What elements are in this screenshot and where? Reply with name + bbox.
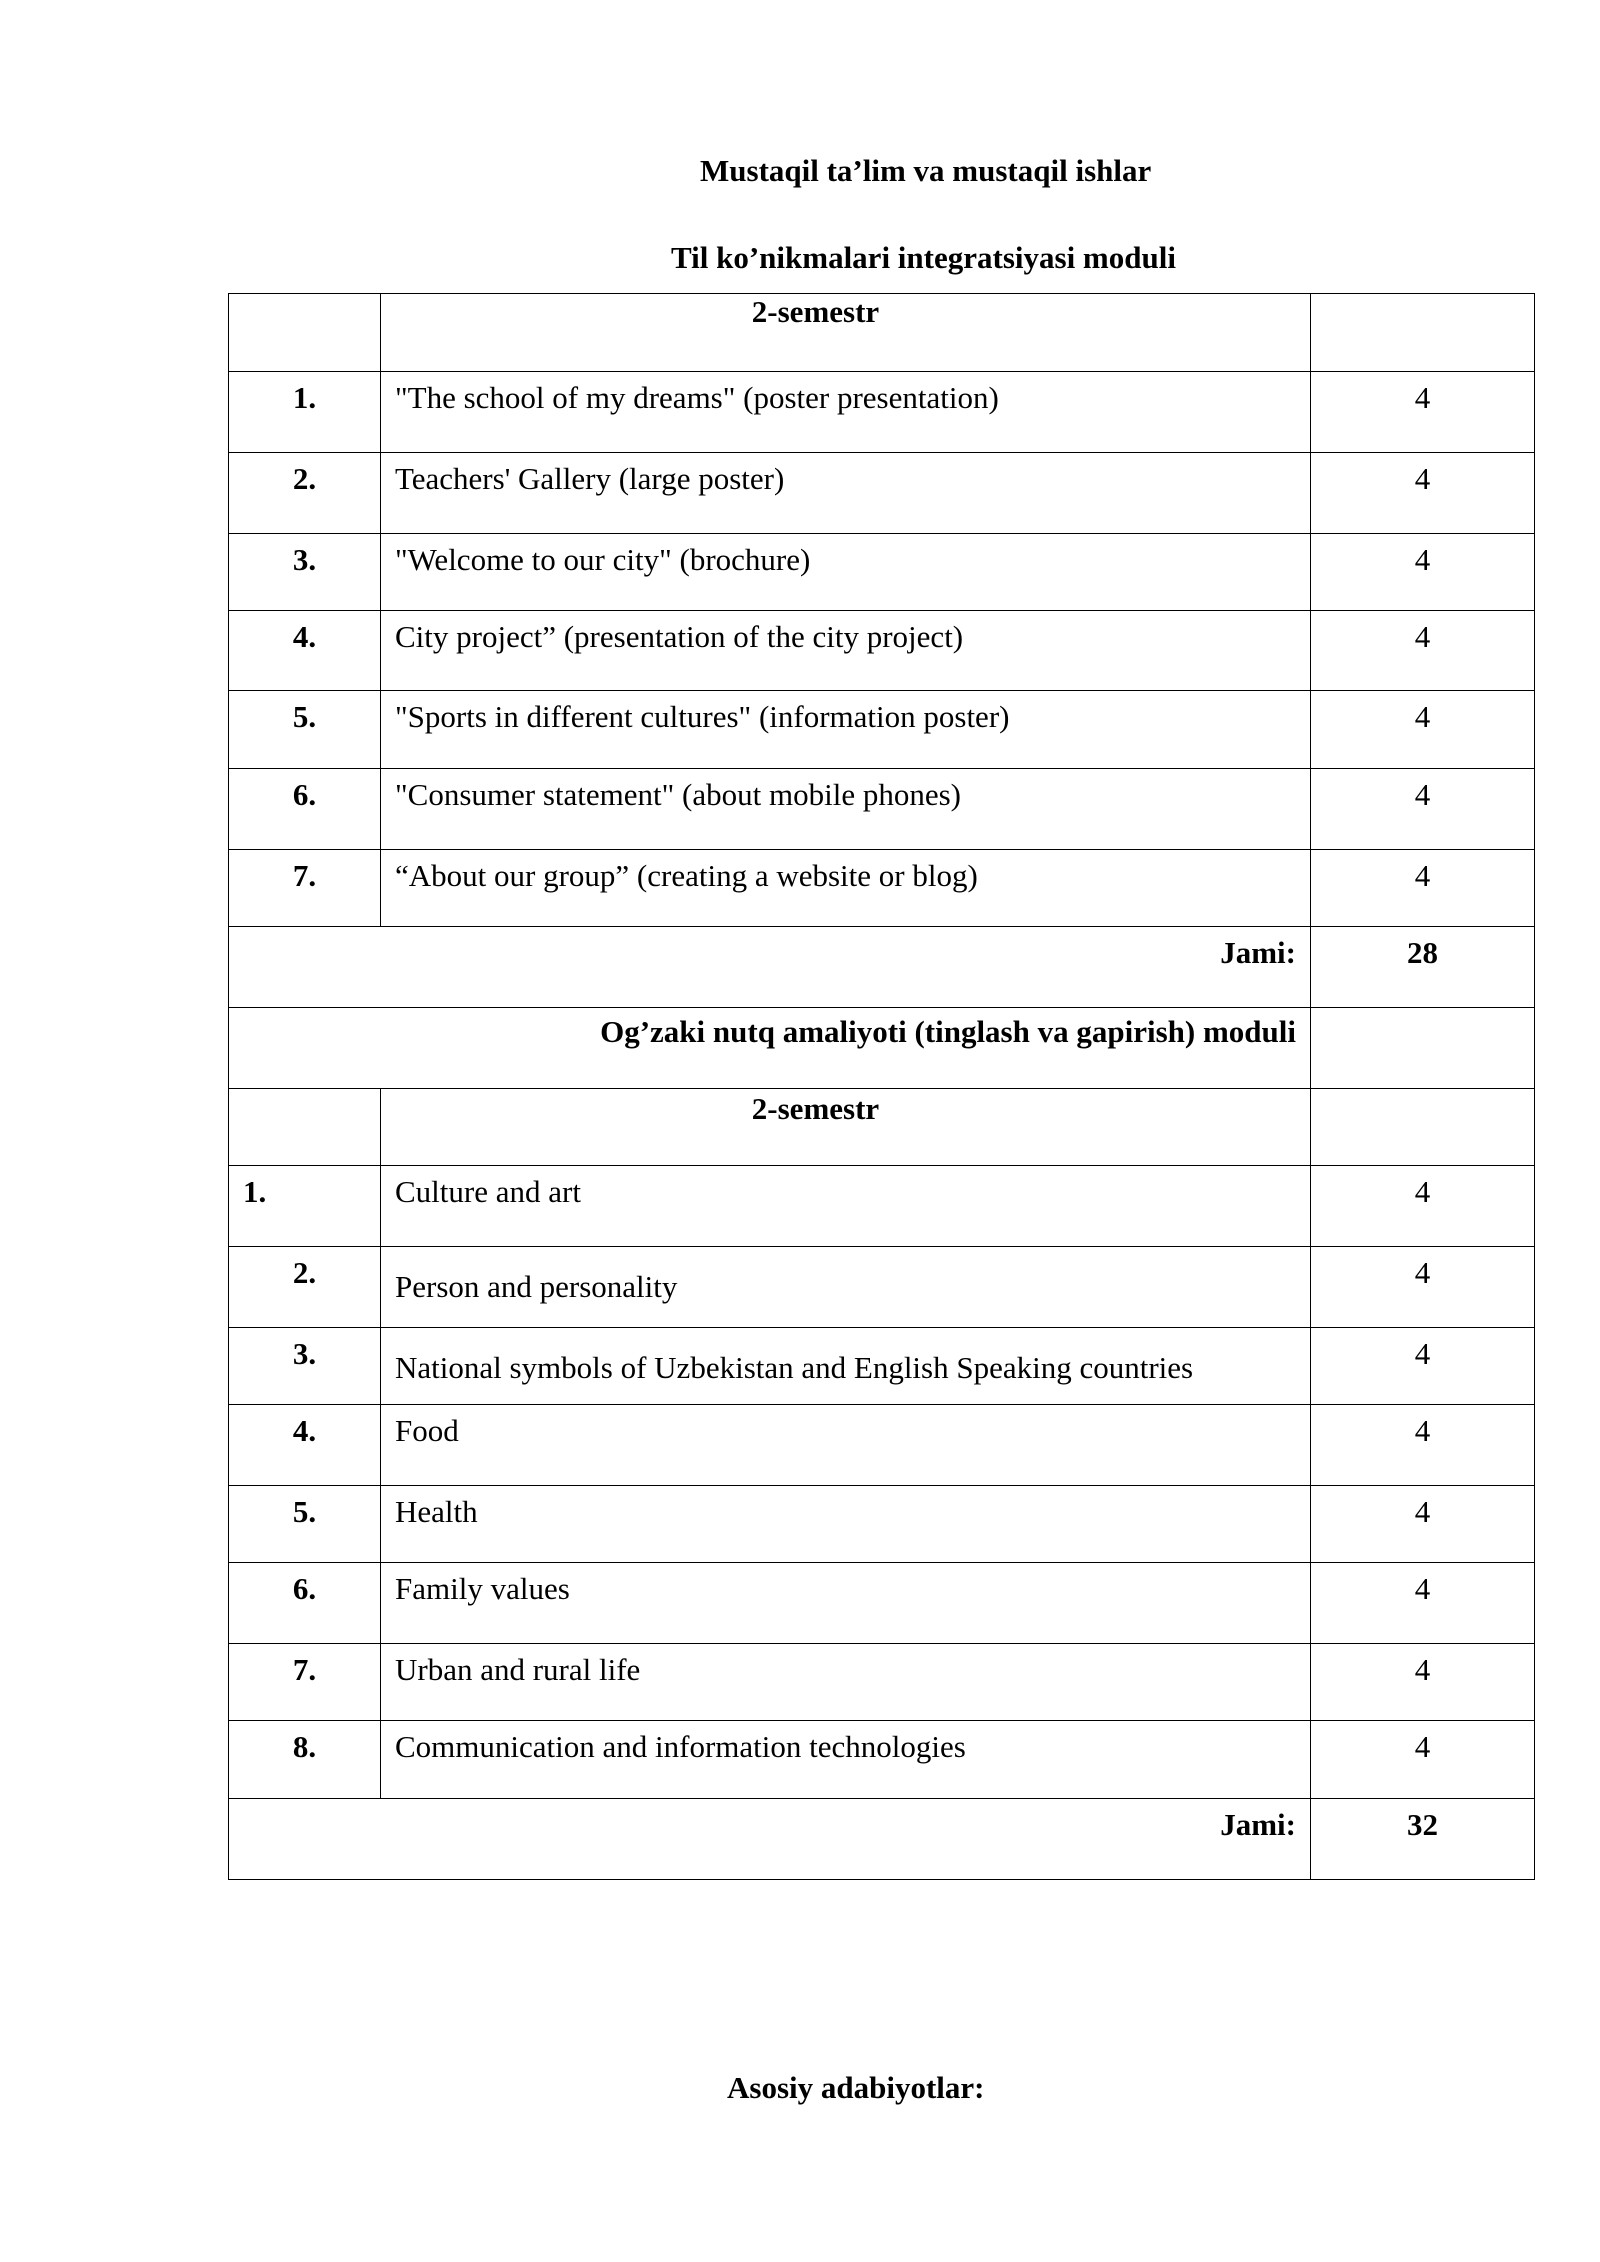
row-topic: Urban and rural life <box>381 1644 1311 1721</box>
row-number: 7. <box>229 850 381 927</box>
row-hours: 4 <box>1311 372 1535 453</box>
table-row <box>229 1644 1535 1721</box>
row-topic: Health <box>381 1486 1311 1563</box>
row-hours: 4 <box>1311 769 1535 850</box>
row-hours: 4 <box>1311 1563 1535 1644</box>
row-hours: 4 <box>1311 1405 1535 1486</box>
row-number: 6. <box>229 769 381 850</box>
table-row <box>229 1721 1535 1799</box>
table-row <box>229 1247 1535 1328</box>
row-topic: City project” (presentation of the city project) <box>381 611 1311 691</box>
total-row <box>229 927 1535 1008</box>
total-label: Jami: <box>229 1799 1311 1880</box>
row-number: 5. <box>229 691 381 769</box>
row-number: 7. <box>229 1644 381 1721</box>
row-number: 8. <box>229 1721 381 1799</box>
total-row <box>229 1799 1535 1880</box>
row-topic: National symbols of Uzbekistan and English Speaking countries <box>381 1328 1311 1405</box>
table-row <box>229 691 1535 769</box>
row-topic: “About our group” (creating a website or blog) <box>381 850 1311 927</box>
row-number: 2. <box>229 1247 381 1328</box>
row-hours: 4 <box>1311 1721 1535 1799</box>
table-row <box>229 769 1535 850</box>
row-number: 4. <box>229 1405 381 1486</box>
row-number: 4. <box>229 611 381 691</box>
semester-row <box>229 1089 1535 1166</box>
row-number: 3. <box>229 534 381 611</box>
table-row <box>229 453 1535 534</box>
module-title-1: Til ko’nikmalari integratsiyasi moduli <box>671 240 1176 275</box>
row-number: 5. <box>229 1486 381 1563</box>
row-hours: 4 <box>1311 534 1535 611</box>
total-value: 28 <box>1311 927 1535 1008</box>
semester-label: 2-semestr <box>381 294 1311 372</box>
total-label: Jami: <box>229 927 1311 1008</box>
empty-cell <box>229 1089 381 1166</box>
row-topic: "The school of my dreams" (poster presentation) <box>381 372 1311 453</box>
module-title-2: Og’zaki nutq amaliyoti (tinglash va gapirish) moduli <box>229 1008 1311 1089</box>
empty-cell <box>1311 1008 1535 1089</box>
literature-heading: Asosiy adabiyotlar: <box>727 2070 985 2105</box>
module-row <box>229 1008 1535 1089</box>
table-row <box>229 534 1535 611</box>
row-number: 1. <box>229 1166 381 1247</box>
row-topic: Person and personality <box>381 1247 1311 1328</box>
row-hours: 4 <box>1311 1328 1535 1405</box>
row-hours: 4 <box>1311 1247 1535 1328</box>
total-value: 32 <box>1311 1799 1535 1880</box>
row-hours: 4 <box>1311 1486 1535 1563</box>
row-number: 3. <box>229 1328 381 1405</box>
row-hours: 4 <box>1311 1166 1535 1247</box>
table-row <box>229 850 1535 927</box>
table-row <box>229 1405 1535 1486</box>
row-hours: 4 <box>1311 453 1535 534</box>
row-hours: 4 <box>1311 850 1535 927</box>
row-topic: "Consumer statement" (about mobile phones) <box>381 769 1311 850</box>
row-number: 6. <box>229 1563 381 1644</box>
row-topic: Food <box>381 1405 1311 1486</box>
row-hours: 4 <box>1311 1644 1535 1721</box>
table-row <box>229 372 1535 453</box>
row-topic: Culture and art <box>381 1166 1311 1247</box>
empty-cell <box>1311 1089 1535 1166</box>
row-topic: Communication and information technologies <box>381 1721 1311 1799</box>
table-row <box>229 611 1535 691</box>
semester-row <box>229 294 1535 372</box>
row-topic: Teachers' Gallery (large poster) <box>381 453 1311 534</box>
empty-cell <box>229 294 381 372</box>
row-topic: Family values <box>381 1563 1311 1644</box>
table-row <box>229 1166 1535 1247</box>
row-hours: 4 <box>1311 691 1535 769</box>
table-row <box>229 1563 1535 1644</box>
row-topic: "Sports in different cultures" (information poster) <box>381 691 1311 769</box>
semester-label: 2-semestr <box>381 1089 1311 1166</box>
row-number: 2. <box>229 453 381 534</box>
table-row <box>229 1486 1535 1563</box>
empty-cell <box>1311 294 1535 372</box>
table-row <box>229 1328 1535 1405</box>
row-hours: 4 <box>1311 611 1535 691</box>
row-topic: "Welcome to our city" (brochure) <box>381 534 1311 611</box>
hours-table <box>228 293 1535 1880</box>
page-title: Mustaqil ta’lim va mustaqil ishlar <box>700 153 1152 188</box>
row-number: 1. <box>229 372 381 453</box>
